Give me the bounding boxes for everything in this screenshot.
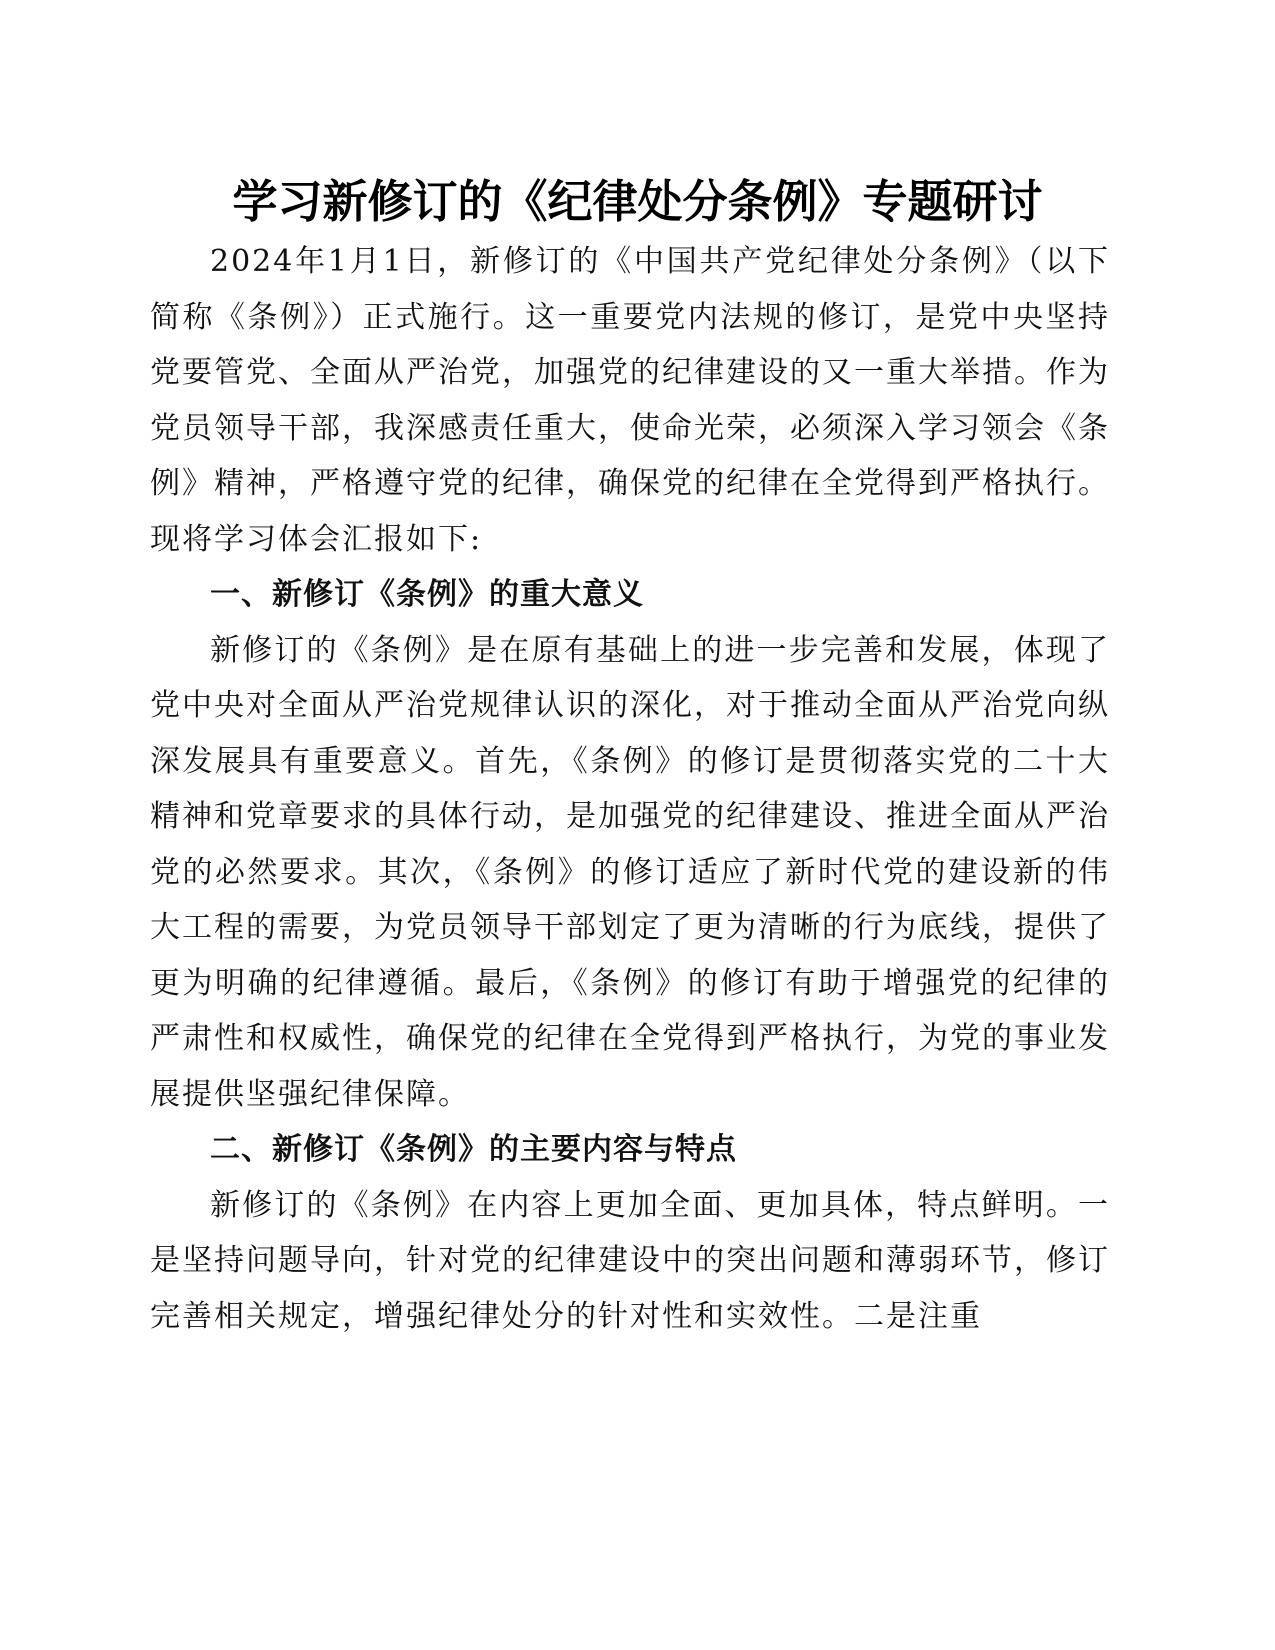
document-body bbox=[150, 234, 1110, 1344]
section-paragraph-1: 新修订的《条例》是在原有基础上的进一步完善和发展，体现了党中央对全面从严治党规律认识的深化，对于推动全面从严治党向纵深发展具有重要意义。首先，《条例》的修订是贯彻落实党的二十大精神和党章要求的具体行动，是加强党的纪律建设、推进全面从严治党的必然要求。其次，《条例》的修订适应了新时代党的建设新的伟大工程的需要，为党员领导干部划定了更为清晰的行为底线，提供了更为明确的纪律遵循。最后，《条例》的修订有助于增强党的纪律的严肃性和权威性，确保党的纪律在全党得到严格执行，为党的事业发展提供坚强纪律保障。 bbox=[150, 632, 1110, 1112]
intro-paragraph: 2024年1月1日，新修订的《中国共产党纪律处分条例》（以下简称《条例》）正式施行。这一重要党内法规的修订，是党中央坚持党要管党、全面从严治党，加强党的纪律建设的又一重大举措。作为党员领导干部，我深感责任重大，使命光荣，必须深入学习领会《条例》精神，严格遵守党的纪律，确保党的纪律在全党得到严格执行。现将学习体会汇报如下: bbox=[150, 244, 1110, 557]
document-title: 学习新修订的《纪律处分条例》专题研讨 bbox=[232, 175, 1043, 228]
section-heading-2: 二、新修订《条例》的主要内容与特点 bbox=[210, 1132, 737, 1167]
section-paragraph-2: 新修订的《条例》在内容上更加全面、更加具体，特点鲜明。一是坚持问题导向，针对党的纪律建设中的突出问题和薄弱环节，修订完善相关规定，增强纪律处分的针对性和实效性。二是注重 bbox=[150, 1187, 1110, 1334]
section-heading-1: 一、新修订《条例》的重大意义 bbox=[210, 577, 644, 612]
